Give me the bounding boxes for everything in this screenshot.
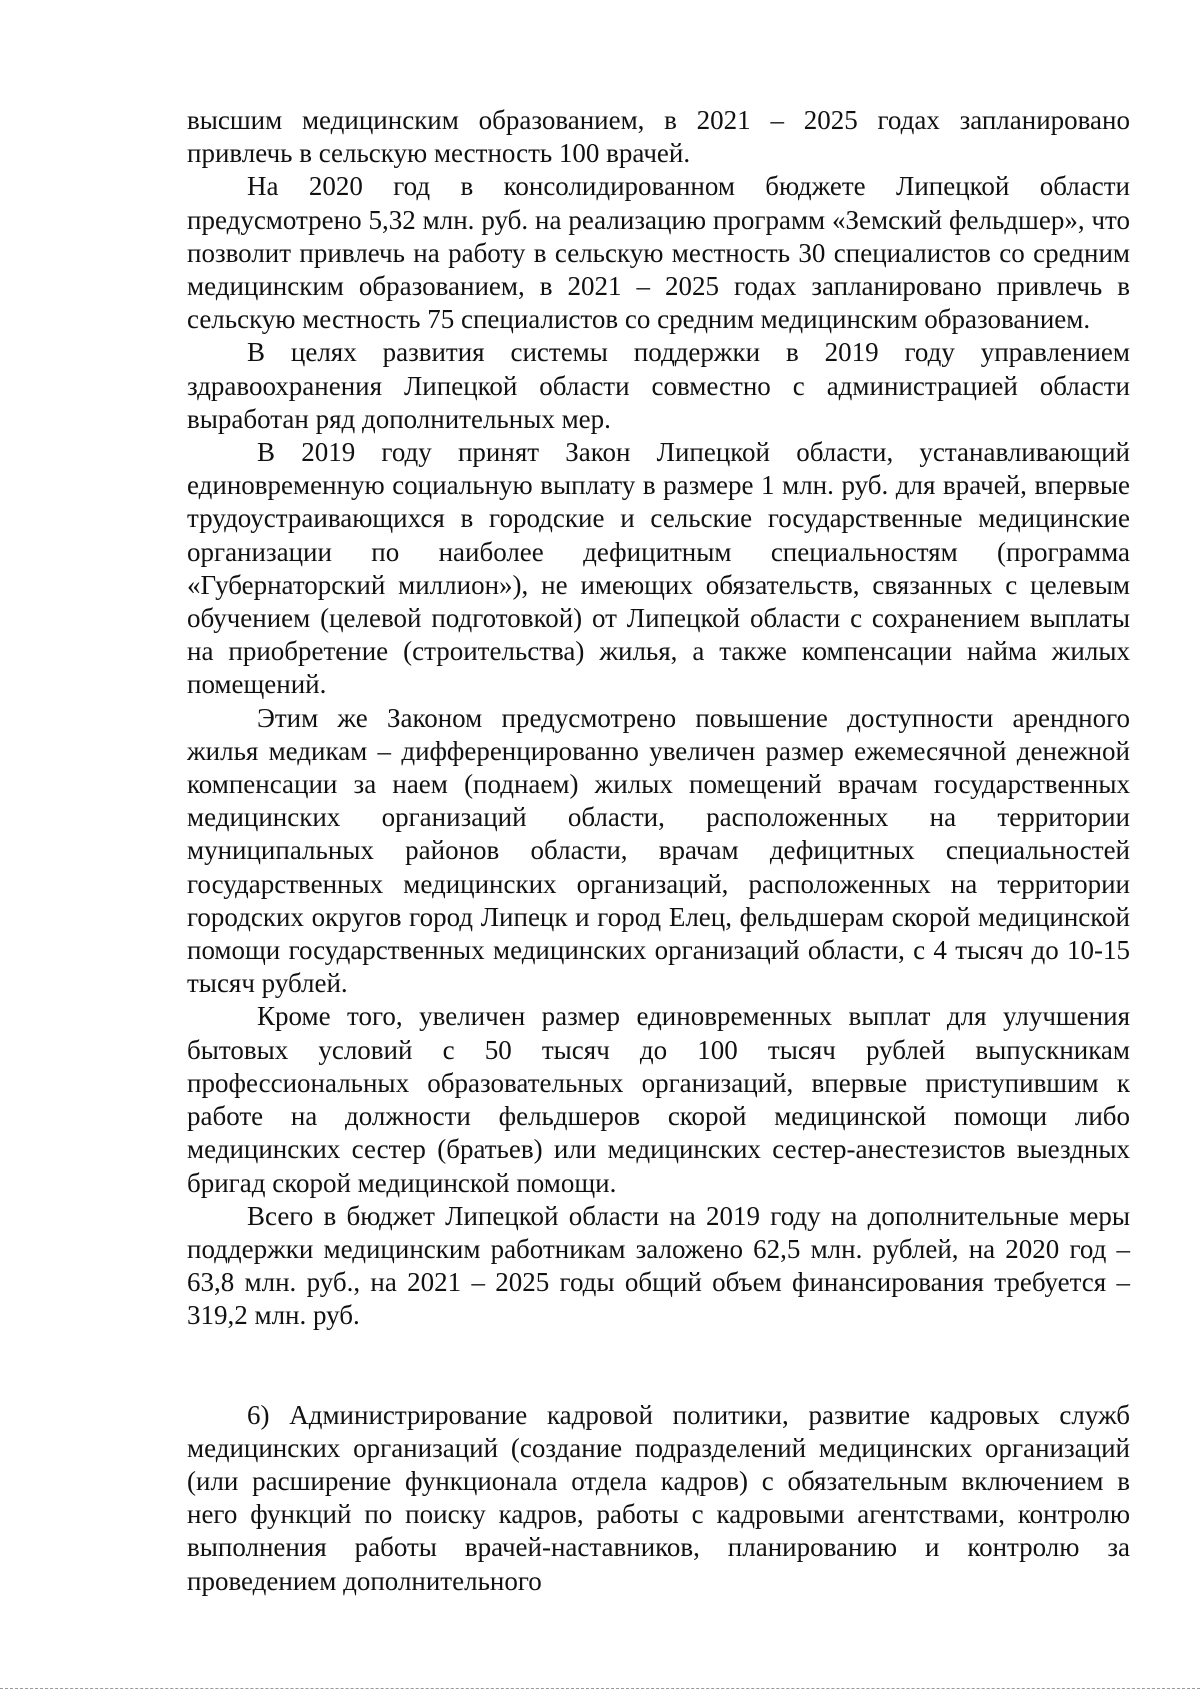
- paragraph-hr-administration: 6) Администрирование кадровой политики, развитие кадровых служб медицинских организаций (создание подразделений медицинских организаций (или расширение функционала отдела кадров) с обязательным включением в него функций по поиску кадров, работы с кадровыми агентствами, контролю выполнения работы врачей-наставников, планированию и контролю за проведением дополнительного: [187, 1399, 1130, 1596]
- document-body: [187, 104, 1130, 1598]
- paragraph-lump-sum-payments: Кроме того, увеличен размер единовременных выплат для улучшения бытовых условий с 50 тысяч до 100 тысяч рублей выпускникам профессиональных образовательных организаций, впервые приступившим к работе на должности фельдшеров скорой медицинской помощи либо медицинских сестер (братьев) или медицинских сестер-анестезистов выездных бригад скорой медицинской помощи.: [187, 1001, 1130, 1198]
- paragraph-budget-total: Всего в бюджет Липецкой области на 2019 году на дополнительные меры поддержки медицинским работникам заложено 62,5 млн. рублей, на 2020 год – 63,8 млн. руб., на 2021 – 2025 годы общий объем финансирования требуется – 319,2 млн. руб.: [187, 1200, 1130, 1331]
- scan-edge-line: [0, 1688, 1200, 1689]
- paragraph-governor-million-law: В 2019 году принят Закон Липецкой области, устанавливающий единовременную социальную выплату в размере 1 млн. руб. для врачей, впервые трудоустраивающихся в городские и сельские государственные медицинские организации по наиболее дефицитным специальностям (программа «Губернаторский миллион»), не имеющих обязательств, связанных с целевым обучением (целевой подготовкой) от Липецкой области с сохранением выплаты на приобретение (строительства) жилья, а также компенсации найма жилых помещений.: [187, 437, 1130, 700]
- paragraph-rental-compensation: Этим же Законом предусмотрено повышение доступности арендного жилья медикам – дифференцированно увеличен размер ежемесячной денежной компенсации за наем (поднаем) жилых помещений врачам государственных медицинских организаций области, расположенных на территории муниципальных районов области, врачам дефицитных специальностей государственных медицинских организаций, расположенных на территории городских округов город Липецк и город Елец, фельдшерам скорой медицинской помощи государственных медицинских организаций области, с 4 тысяч до 10-15 тысяч рублей.: [187, 702, 1130, 999]
- paragraph-continuation: высшим медицинским образованием, в 2021 – 2025 годах запланировано привлечь в сельскую местность 100 врачей.: [187, 105, 1130, 169]
- paragraph-zemsky-feldsher: На 2020 год в консолидированном бюджете Липецкой области предусмотрено 5,32 млн. руб. на реализацию программ «Земский фельдшер», что позволит привлечь на работу в сельскую местность 30 специалистов со средним медицинским образованием, в 2021 – 2025 годах запланировано привлечь в сельскую местность 75 специалистов со средним медицинским образованием.: [187, 171, 1130, 335]
- paragraph-support-system: В целях развития системы поддержки в 2019 году управлением здравоохранения Липецкой области совместно с администрацией области выработан ряд дополнительных мер.: [187, 337, 1130, 434]
